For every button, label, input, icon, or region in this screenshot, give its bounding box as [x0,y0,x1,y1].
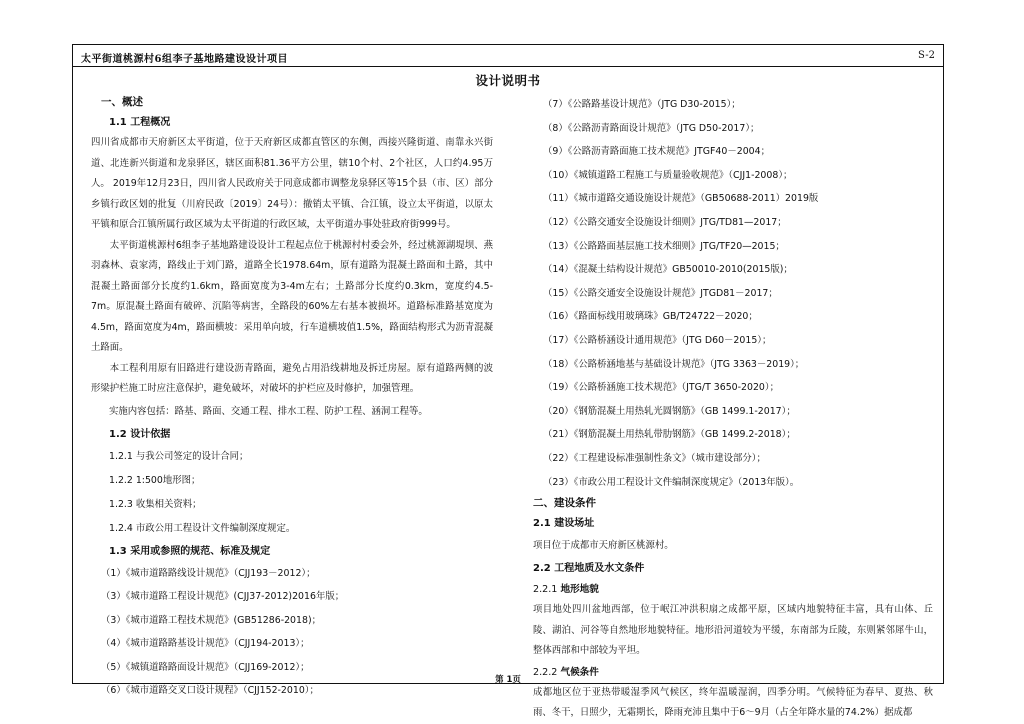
basis-item: 1.2.2 1:500地形图； [109,474,201,486]
overview-paragraph-1: 四川省成都市天府新区太平街道，位于天府新区成都直管区的东侧，西接兴隆街道、南靠永兴街道、北连新兴街道和龙泉驿区，辖区面积81.36平方公里，辖10个村、2个社区，人口约4.95万人。 2019年12月23日，四川省人民政府关于同意成都市调整龙泉驿区等15个县（市、区）部分乡镇行政区划的批复（川府民政〔2019〕24号）：撤销太平镇、合江镇，设立太平街道，以原太平镇和原合江镇所属行政区域为太平街道的行政区域，太平街道办事处驻政府街999号。 [91,137,493,230]
standard-ref-item: （10）《城镇道路工程施工与质量验收规范》（CJJ1-2008）； [543,169,793,181]
overview-paragraph-4: 实施内容包括：路基、路面、交通工程、排水工程、防护工程、涵洞工程等。 [109,405,428,417]
standard-ref-item: （17）《公路桥涵设计通用规范》（JTG D60－2015）； [543,334,772,346]
standard-ref-item: （1）《城市道路路线设计规范》（CJJ193－2012）； [101,567,316,579]
standard-ref-item: （9）《公路沥青路面施工技术规范》JTGF40－2004； [543,146,770,158]
standard-ref-item: （14）《混凝土结构设计规范》GB50010-2010(2015版)； [543,264,793,276]
project-title: 太平街道桃源村6组李子基地路建设设计项目 [81,54,288,65]
section-1-2-heading: 1.2 设计依据 [109,428,171,440]
standard-ref-item: （16）《路面标线用玻璃珠》GB/T24722－2020； [543,311,758,323]
page-number: 第 1页 [495,675,521,685]
standard-ref-item: （13）《公路路面基层施工技术细则》JTG/TF20—2015； [543,240,785,252]
site-location-text: 项目位于成都市天府新区桃源村。 [533,540,674,552]
overview-paragraph-2: 太平街道桃源村6组李子基地路建设设计工程起点位于桃源村村委会外，经过桃源湖堤坝、燕羽森林、袁家湾，路线止于刘门路，道路全长1978.64m，原有道路为混凝土路面和土路，其中混凝土路面部分长度约1.6km，路面宽度为3-4m左右；土路部分长度约0.3km，宽度约4.5-7m。原混凝土路面有破碎、沉陷等病害，全路段的60%左右基本被损坏。道路标准路基宽度为4.5m，路面宽度为4m，路面横坡：采用单向坡，行车道横坡值1.5%，路面结构形式为沥青混凝土路面。 [91,239,493,353]
section-1-heading: 一、概述 [101,96,143,108]
standard-ref-item: （7）《公路路基设计规范》（JTG D30-2015）； [543,99,741,110]
climate-paragraph: 成都地区位于亚热带暖湿季风气候区，终年温暖湿润，四季分明。气候特征为春早、夏热、秋雨、冬干，日照少，无霜期长，降雨充沛且集中于6～9月（占全年降水量的74.2%）据成都 [533,686,933,719]
standard-ref-item: （12）《公路交通安全设施设计细则》JTG/TD81—2017； [543,216,787,228]
overview-paragraph-3: 本工程利用原有旧路进行建设沥青路面，避免占用沿线耕地及拆迁房屋。原有道路两侧的波形梁护栏施工时应注意保护，避免破坏，对破坏的护栏应及时修护，加强管理。 [91,362,493,394]
standard-ref-item: （11）《城市道路交通设施设计规范》（GB50688-2011）2019版 [543,193,819,205]
standard-ref-item: （20）《钢筋混凝土用热轧光圆钢筋》（GB 1499.1-2017）； [543,405,796,417]
document-title: 设计说明书 [475,73,541,88]
standard-ref-item: （8）《公路沥青路面设计规范》（JTG D50-2017）； [543,122,760,134]
drawing-frame [72,44,944,719]
section-2-2-heading: 2.2 工程地质及水文条件 [533,563,645,575]
basis-item: 1.2.4 市政公用工程设计文件编制深度规定。 [109,522,296,534]
standard-ref-item: （22）《工程建设标准强制性条文》（城市建设部分）； [543,452,766,464]
standard-ref-item: （6）《城市道路交叉口设计规程》（CJJ152-2010）； [101,685,319,697]
section-number: 2.2.1 [533,584,558,596]
basis-item: 1.2.3 收集相关资料； [109,498,202,510]
standard-ref-item: （18）《公路桥涵地基与基础设计规范》（JTG 3363－2019）； [543,358,805,370]
section-title: 气候条件 [560,666,599,678]
title-block-header [73,45,943,67]
standard-ref-item: （15）《公路交通安全设施设计规范》JTGD81－2017； [543,287,778,299]
left-column [91,93,493,703]
section-2-1-heading: 2.1 建设场址 [533,518,595,530]
standard-ref-item: （5）《城镇道路路面设计规范》（CJJ169-2012）； [101,661,310,673]
section-1-1-heading: 1.1 工程概况 [109,117,171,128]
terrain-paragraph: 项目地处四川盆地西部，位于岷江冲洪积扇之成都平原，区域内地貌特征丰富，具有山体、丘陵、湖泊、河谷等自然地形地貌特征。地形沿河道较为平缓，东南部为丘陵，东则紧邻犀牛山，整体西部和中部较为平坦。 [533,604,933,657]
standard-ref-item: （19）《公路桥涵施工技术规范》（JTG/T 3650-2020）； [543,382,779,394]
standard-ref-item: （23）《市政公用工程设计文件编制深度规定》（2013年版）。 [543,476,800,488]
section-number: 2.2.2 [533,666,558,678]
section-2-heading: 二、建设条件 [533,497,596,510]
standard-ref-item: （21）《钢筋混凝土用热轧带肋钢筋》（GB 1499.2-2018）； [543,429,796,441]
sheet-code: S-2 [918,50,935,61]
standard-ref-item: （4）《城市道路路基设计规范》（CJJ194-2013）； [101,638,310,650]
standard-ref-item: （3）《城市道路工程技术规范》(GB51286-2018)； [101,614,321,626]
basis-item: 1.2.1 与我公司签定的设计合同； [109,450,249,462]
right-column [533,93,933,724]
standard-ref-item: （3）《城市道路工程设计规范》(CJJ37-2012)2016年版； [101,591,345,603]
section-title: 地形地貌 [560,584,599,596]
section-2-2-1-heading [533,579,933,600]
section-1-3-heading: 1.3 采用或参照的规范、标准及规定 [109,545,271,557]
